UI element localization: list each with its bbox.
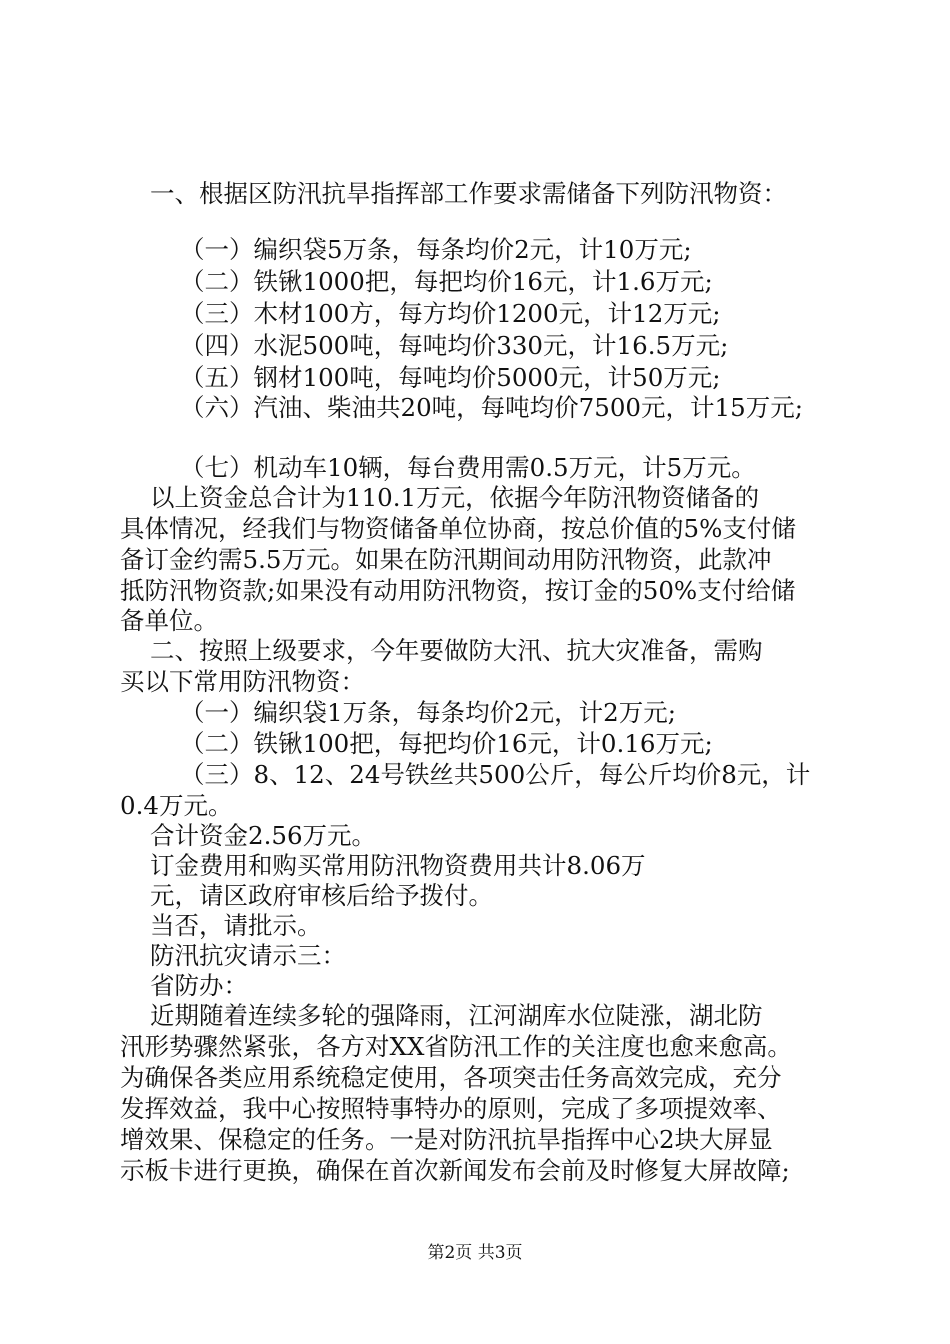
- list-item: （二）铁锹100把，每把均价16元，计0.16万元;: [180, 729, 713, 758]
- list-item: （三）8、12、24号铁丝共500公斤，每公斤均价8元，计: [180, 760, 811, 789]
- paragraph-line: 合计资金2.56万元。: [150, 821, 377, 850]
- paragraph-line: 元，请区政府审核后给予拨付。: [150, 881, 493, 910]
- paragraph-line: 发挥效益，我中心按照特事特办的原则，完成了多项提效率、: [120, 1094, 782, 1123]
- list-item: （一）编织袋1万条，每条均价2元，计2万元;: [180, 698, 677, 727]
- paragraph-line: 以上资金总合计为110.1万元，依据今年防汛物资储备的: [150, 483, 760, 512]
- paragraph-line: 示板卡进行更换，确保在首次新闻发布会前及时修复大屏故障;: [120, 1156, 790, 1185]
- list-item: （五）钢材100吨，每吨均价5000元，计50万元;: [180, 363, 721, 392]
- section-heading-2: 二、按照上级要求，今年要做防大汛、抗大灾准备，需购: [150, 636, 763, 665]
- paragraph-line: 增效果、保稳定的任务。一是对防汛抗旱指挥中心2块大屏显: [120, 1125, 773, 1154]
- list-item: （二）铁锹1000把，每把均价16元，计1.6万元;: [180, 267, 713, 296]
- paragraph-line: 为确保各类应用系统稳定使用，各项突击任务高效完成，充分: [120, 1063, 782, 1092]
- page-footer: 第2页 共3页: [427, 1243, 523, 1263]
- paragraph-line: 防汛抗灾请示三：: [150, 941, 346, 970]
- list-item: （一）编织袋5万条，每条均价2元，计10万元;: [180, 235, 692, 264]
- paragraph-line: 近期随着连续多轮的强降雨，江河湖库水位陡涨，湖北防: [150, 1001, 763, 1030]
- paragraph-line: 汛形势骤然紧张，各方对XX省防汛工作的关注度也愈来愈高。: [120, 1032, 792, 1061]
- section-heading-1: 一、根据区防汛抗旱指挥部工作要求需储备下列防汛物资：: [150, 179, 787, 208]
- paragraph-line: 抵防汛物资款;如果没有动用防汛物资，按订金的50%支付给储: [120, 576, 796, 605]
- paragraph-line: 备订金约需5.5万元。如果在防汛期间动用防汛物资，此款冲: [120, 545, 772, 574]
- list-item: （三）木材100方，每方均价1200元，计12万元;: [180, 299, 721, 328]
- paragraph-line: 订金费用和购买常用防汛物资费用共计8.06万: [150, 851, 646, 880]
- paragraph-line: 具体情况，经我们与物资储备单位协商，按总价值的5%支付储: [120, 514, 796, 543]
- paragraph-line: 省防办：: [150, 971, 248, 1000]
- paragraph-line: 买以下常用防汛物资：: [120, 667, 365, 696]
- paragraph-line: 当否，请批示。: [150, 911, 322, 940]
- list-item: （七）机动车10辆，每台费用需0.5万元，计5万元。: [180, 453, 756, 482]
- paragraph-line: 0.4万元。: [120, 791, 233, 820]
- list-item: （六）汽油、柴油共20吨，每吨均价7500元，计15万元;: [180, 393, 803, 422]
- list-item: （四）水泥500吨，每吨均价330元，计16.5万元;: [180, 331, 729, 360]
- paragraph-line: 备单位。: [120, 606, 218, 635]
